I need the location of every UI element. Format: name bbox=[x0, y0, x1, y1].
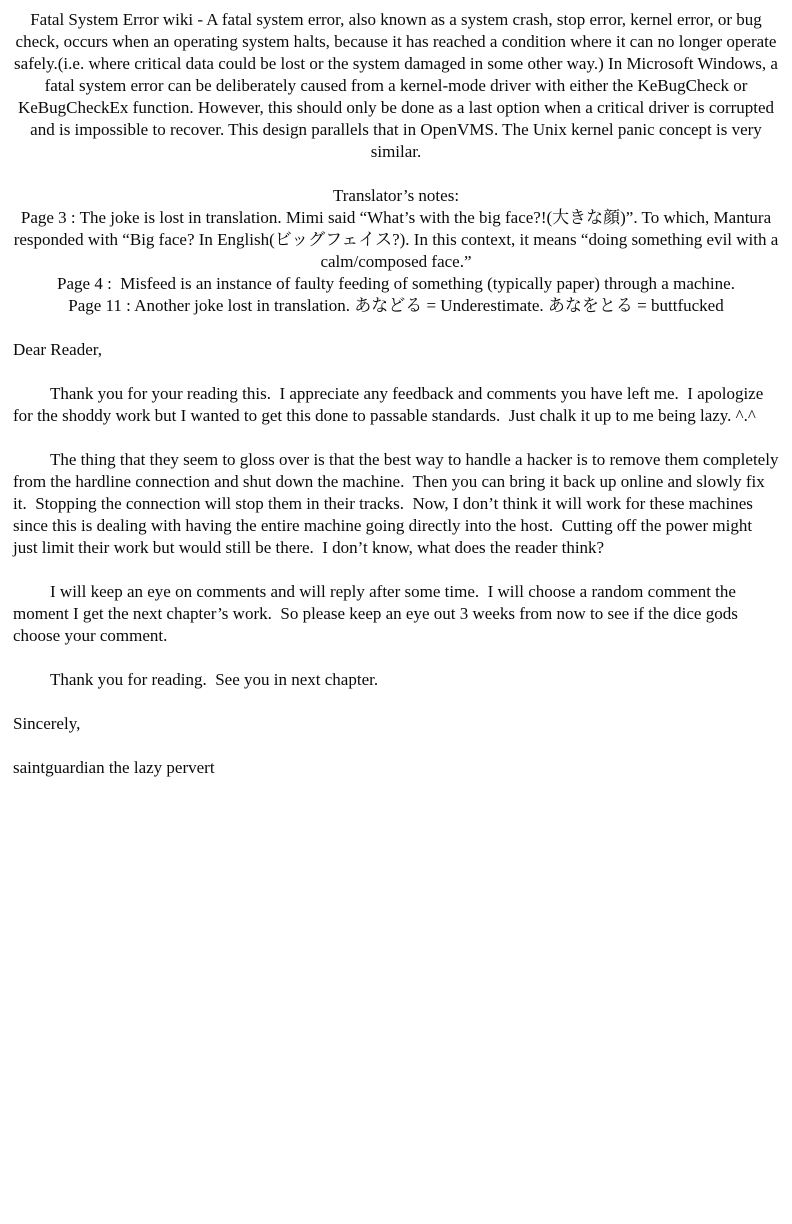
letter-closing: Sincerely, bbox=[13, 714, 81, 733]
note-page-11: Page 11 : Another joke lost in translation. あなどる = Underestimate. あなをとる = buttfucked bbox=[68, 296, 724, 315]
letter-paragraph-comments: I will keep an eye on comments and will reply after some time. I will choose a random comment the moment I get the next chapter’s work. So please keep an eye out 3 weeks from now to see if the dice gods choose your comment. bbox=[13, 582, 743, 645]
letter-paragraph-see-you: Thank you for reading. See you in next chapter. bbox=[50, 670, 379, 689]
note-page-4: Page 4 : Misfeed is an instance of faulty feeding of something (typically paper) through a machine. bbox=[57, 274, 735, 293]
translators-notes-heading: Translator’s notes: bbox=[332, 186, 460, 205]
letter-paragraph-thanks: Thank you for your reading this. I appreciate any feedback and comments you have left me. I apologize for the shoddy work but I wanted to get this done to passable standards. Just chalk it up to me being lazy. ^.^ bbox=[13, 384, 768, 425]
note-page-3: Page 3 : The joke is lost in translation. Mimi said “What’s with the big face?!(大きな顔)”. To which, Mantura responded with “Big face? In English(ビッグフェイス?). In this context, it means “doing something evil with a calm/composed face.” bbox=[13, 208, 783, 271]
letter-paragraph-hacker: The thing that they seem to gloss over is that the best way to handle a hacker is to remove them completely from the hardline connection and shut down the machine. Then you can bring it back up online and slowly fix it. Stopping the connection will stop them in their tracks. Now, I don’t think it will work for these machines since this is dealing with having the entire machine going directly into the host. Cutting off the power might just limit their work but would still be there. I don’t know, what does the reader think? bbox=[13, 450, 783, 557]
wiki-excerpt-paragraph: Fatal System Error wiki - A fatal system error, also known as a system crash, stop error, kernel error, or bug check, occurs when an operating system halts, because it has reached a condition where it can no longer operate safely.(i.e. where critical data could be lost or the system damaged in some other way.) In Microsoft Windows, a fatal system error can be deliberately caused from a kernel-mode driver with either the KeBugCheck or KeBugCheckEx function. However, this should only be done as a last option when a critical driver is corrupted and is impossible to recover. This design parallels that in OpenVMS. The Unix kernel panic concept is very similar. bbox=[14, 10, 783, 161]
letter-salutation: Dear Reader, bbox=[13, 340, 102, 359]
letter-signature: saintguardian the lazy pervert bbox=[13, 758, 215, 777]
